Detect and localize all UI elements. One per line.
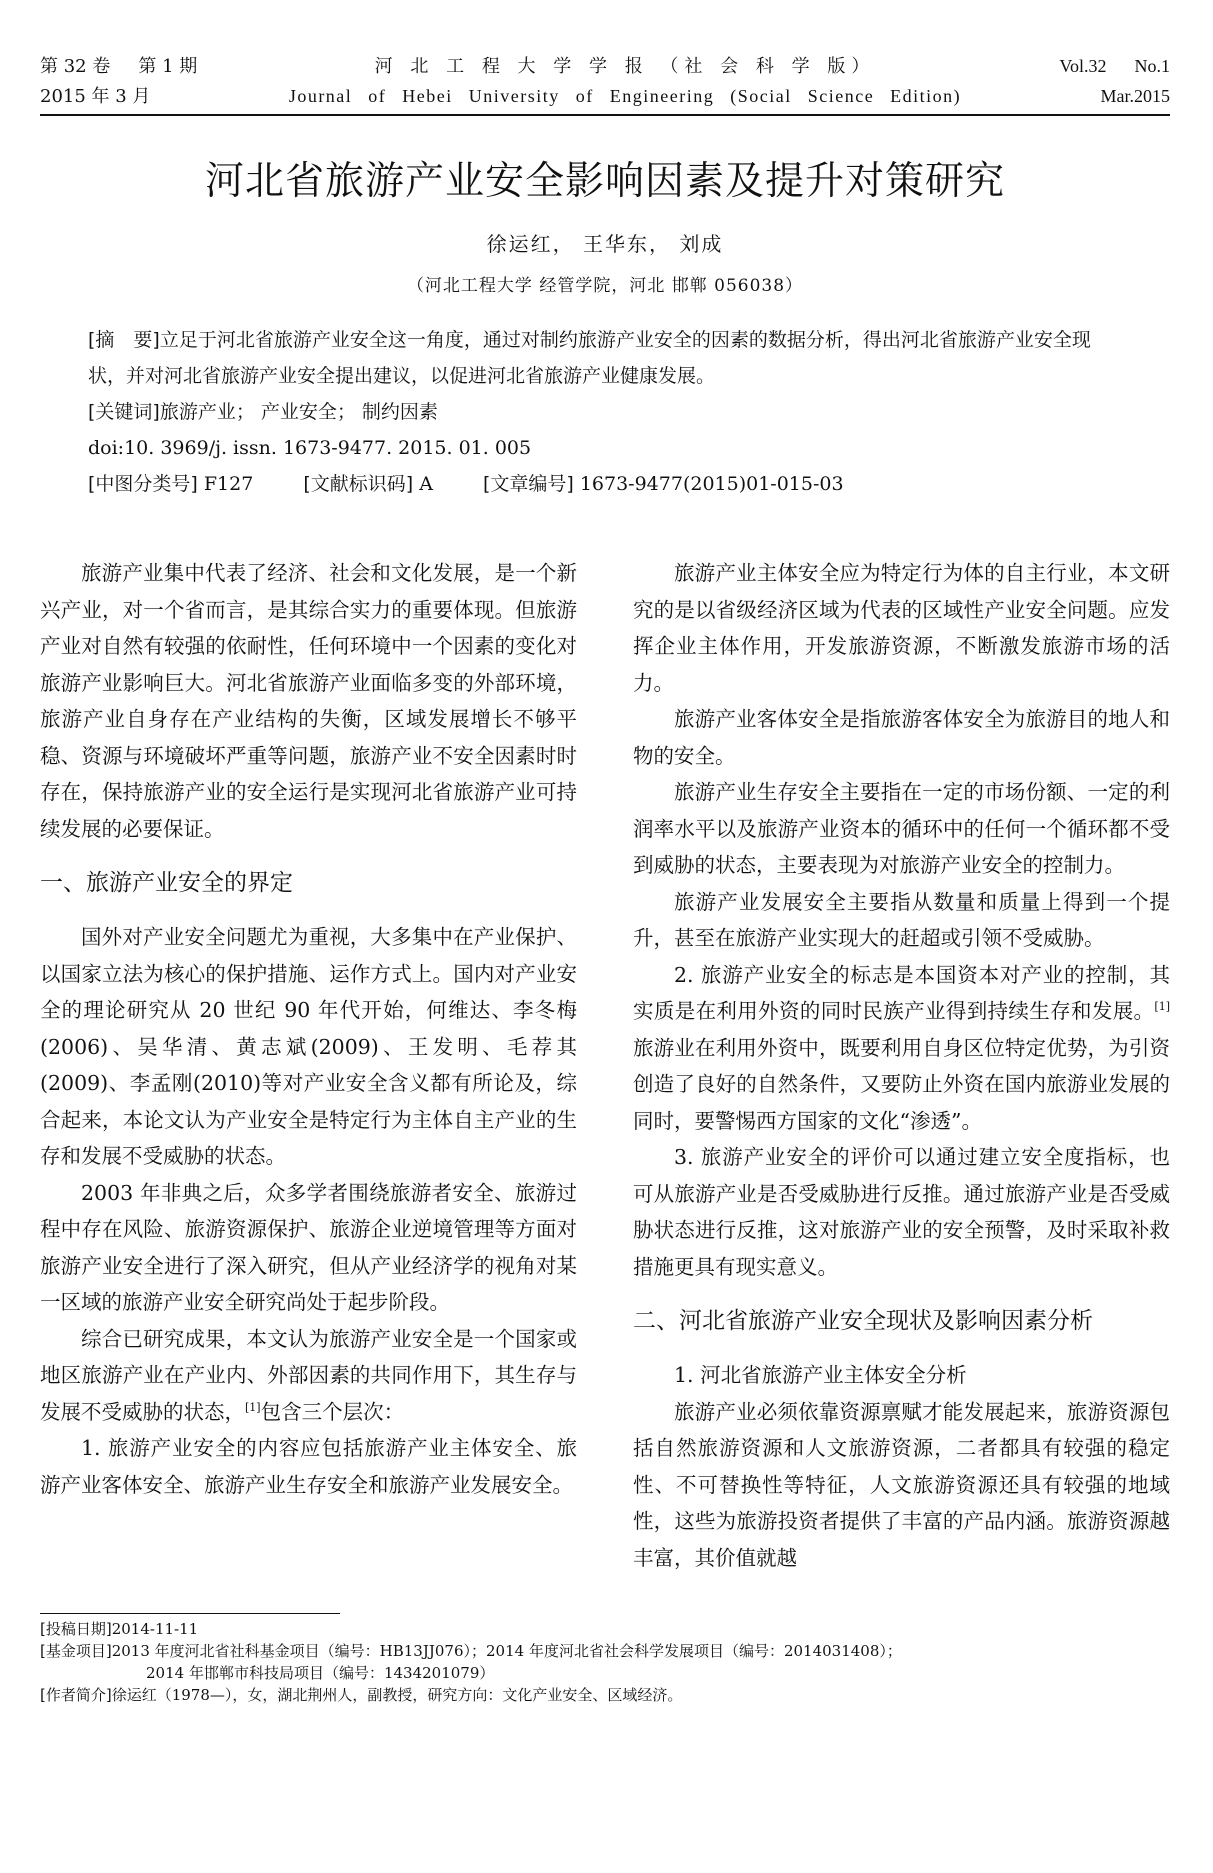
paragraph: 国外对产业安全问题尤为重视，大多集中在产业保护、以国家立法为核心的保护措施、运作方式上。国内对产业安全的理论研究从 20 世纪 90 年代开始，何维达、李冬梅(2006)、吴华清、黄志斌(2009)、王发明、毛荐其(2009)、李孟刚(2010)等对产业安全含义都有所论及，综合起来，本论文认为产业安全是特定行为主体自主产业的生存和发展不受威胁的状态。 — [40, 925, 577, 1168]
fund-line-2: 2014 年邯郸市科技局项目（编号：1434201079） — [146, 1664, 495, 1682]
paragraph: 旅游产业必须依靠资源禀赋才能发展起来，旅游资源包括自然旅游资源和人文旅游资源，二者都具有较强的稳定性、不可替换性等特征，人文旅游资源还具有较强的地域性，这些为旅游投资者提供了丰富的产品内涵。旅游资源越丰富，其价值就越 — [633, 1399, 1170, 1570]
clc-label: [中图分类号] — [88, 473, 198, 495]
citation-ref: [1] — [245, 1400, 261, 1414]
volume-cn: 第 32 卷 — [40, 56, 111, 77]
fund-line-1: 2013 年度河北省社科基金项目（编号：HB13JJ076）；2014 年度河北省社会科学发展项目（编号：2014031408）； — [111, 1642, 902, 1660]
subsection-heading: 1. 河北省旅游产业主体安全分析 — [674, 1363, 967, 1387]
classification-line — [88, 466, 1122, 502]
paragraph-text: 包含三个层次： — [260, 1399, 405, 1424]
paragraph: 1. 旅游产业安全的内容应包括旅游产业主体安全、旅游产业客体安全、旅游产业生存安全和旅游产业发展安全。 — [40, 1436, 577, 1497]
abstract-text: 立足于河北省旅游产业安全这一角度，通过对制约旅游产业安全的因素的数据分析，得出河北省旅游产业安全现状，并对河北省旅游产业安全提出建议，以促进河北省旅游产业健康发展。 — [88, 329, 1091, 387]
citation-ref: [1] — [1154, 1000, 1170, 1013]
keywords-text: 旅游产业； 产业安全； 制约因素 — [159, 401, 438, 423]
paragraph — [40, 1321, 577, 1431]
running-header-row-2 — [40, 82, 1170, 112]
paragraph: 2003 年非典之后，众多学者围绕旅游者安全、旅游过程中存在风险、旅游资源保护、旅游企业逆境管理等方面对旅游产业安全进行了深入研究，但从产业经济学的视角对某一区域的旅游产业安全研究尚处于起步阶段。 — [40, 1180, 577, 1314]
volume-issue-en — [990, 56, 1170, 77]
fund-project — [40, 1640, 1170, 1662]
paragraph-text: 2. 旅游产业安全的标志是本国资本对产业的控制，其实质是在利用外资的同时民族产业得到持续生存和发展。 — [633, 962, 1170, 1023]
keywords — [88, 394, 1122, 430]
section-heading-1: 一、旅游产业安全的界定 — [40, 870, 293, 896]
received-value: 2014-11-11 — [111, 1620, 199, 1638]
received-label: [投稿日期] — [40, 1620, 112, 1638]
received-date — [40, 1618, 1170, 1640]
date-en: Mar.2015 — [1100, 86, 1170, 106]
paragraph: 3. 旅游产业安全的评价可以通过建立安全度指标，也可从旅游产业是否受威胁进行反推。通过旅游产业是否受威胁状态进行反推，这对旅游产业的安全预警，及时采取补救措施更具有现实意义。 — [633, 1145, 1170, 1279]
doc-code-label: [文献标识码] — [303, 473, 414, 495]
journal-name-en: Journal of Hebei University of Engineering (Social Science Edition) — [288, 86, 962, 106]
issue-cn: 第 1 期 — [138, 56, 198, 77]
clc-value: F127 — [203, 473, 254, 495]
paragraph: 旅游产业生存安全主要指在一定的市场份额、一定的利润率水平以及旅游产业资本的循环中的任何一个循环都不受到威胁的状态，主要表现为对旅游产业安全的控制力。 — [633, 780, 1170, 877]
footnote-rule — [40, 1613, 340, 1614]
paragraph-text: 旅游业在利用外资中，既要利用自身区位特定优势，为引资创造了良好的自然条件，又要防止外资在国内旅游业发展的同时，要警惕西方国家的文化“渗透”。 — [633, 1035, 1170, 1133]
keywords-label: [关键词] — [88, 401, 160, 423]
article-affiliation: （河北工程大学 经管学院，河北 邯郸 056038） — [406, 276, 804, 296]
volume-en: Vol.32 — [1059, 56, 1107, 76]
journal-page — [40, 52, 1170, 1852]
issue-en: No.1 — [1134, 56, 1170, 76]
paragraph: 旅游产业客体安全是指旅游客体安全为旅游目的地人和物的安全。 — [633, 707, 1170, 768]
author-value: 徐运红（1978—），女，湖北荆州人，副教授，研究方向：文化产业安全、区域经济。 — [111, 1686, 683, 1704]
body-columns — [40, 555, 1170, 1576]
article-no-label: [文章编号] — [482, 473, 574, 495]
header-rule — [40, 114, 1170, 116]
section-heading-2: 二、河北省旅游产业安全现状及影响因素分析 — [633, 1308, 1093, 1334]
abstract-label: [摘 要] — [88, 329, 160, 351]
journal-name-cn: 河 北 工 程 大 学 学 报 （社 会 科 学 版） — [374, 56, 876, 77]
volume-issue-cn — [40, 52, 260, 78]
abstract-block — [40, 322, 1170, 502]
paragraph-text: 综合已研究成果，本文认为旅游产业安全是一个国家或地区旅游产业在产业内、外部因素的共同作用下，其生存与发展不受威胁的状态， — [40, 1326, 577, 1424]
left-column — [40, 555, 577, 1576]
doc-code-value: A — [419, 473, 433, 495]
article-title: 河北省旅游产业安全影响因素及提升对策研究 — [204, 159, 1005, 204]
right-column — [633, 555, 1170, 1576]
paragraph — [633, 957, 1170, 1140]
abstract — [88, 322, 1122, 394]
paragraph: 旅游产业主体安全应为特定行为体的自主行业，本文研究的是以省级经济区域为代表的区域性产业安全问题。应发挥企业主体作用，开发旅游资源，不断激发旅游市场的活力。 — [633, 561, 1170, 695]
paragraph: 旅游产业集中代表了经济、社会和文化发展，是一个新兴产业，对一个省而言，是其综合实力的重要体现。但旅游产业对自然有较强的依耐性，任何环境中一个因素的变化对旅游产业影响巨大。河北省旅游产业面临多变的外部环境，旅游产业自身存在产业结构的失衡，区域发展增长不够平稳、资源与环境破坏严重等问题，旅游产业不安全因素时时存在，保持旅游产业的安全运行是实现河北省旅游产业可持续发展的必要保证。 — [40, 561, 577, 841]
doi: doi:10. 3969/j. issn. 1673-9477. 2015. 01. 005 — [88, 437, 532, 459]
date-cn: 2015 年 3 月 — [40, 86, 151, 107]
article-authors: 徐运红， 王华东， 刘成 — [486, 232, 724, 256]
author-bio — [40, 1684, 1170, 1706]
running-header-row-1 — [40, 52, 1170, 82]
fund-label: [基金项目] — [40, 1642, 112, 1660]
article-no-value: 1673-9477(2015)01-015-03 — [579, 473, 844, 495]
footnotes — [40, 1618, 1170, 1706]
paragraph: 旅游产业发展安全主要指从数量和质量上得到一个提升，甚至在旅游产业实现大的赶超或引领不受威胁。 — [633, 889, 1170, 950]
author-label: [作者简介] — [40, 1686, 112, 1704]
